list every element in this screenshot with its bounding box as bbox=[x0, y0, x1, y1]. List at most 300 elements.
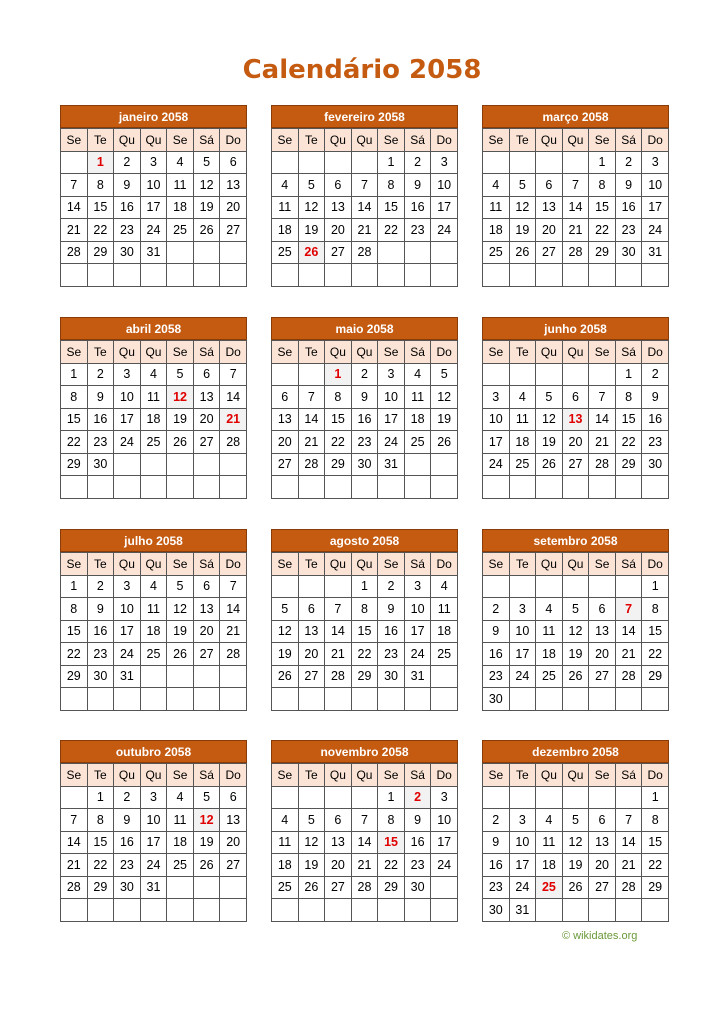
weekday-header-row bbox=[61, 553, 247, 576]
week-row bbox=[272, 876, 458, 899]
empty-cell bbox=[298, 363, 325, 386]
week-row bbox=[61, 831, 247, 854]
day-cell: 6 bbox=[325, 809, 352, 832]
day-cell: 11 bbox=[167, 809, 194, 832]
day-cell: 7 bbox=[615, 598, 642, 621]
day-cell: 20 bbox=[220, 831, 247, 854]
weekday-label: Qu bbox=[562, 129, 589, 152]
day-cell: 2 bbox=[114, 151, 141, 174]
empty-cell bbox=[61, 151, 88, 174]
day-cell: 5 bbox=[167, 575, 194, 598]
weekday-header-row bbox=[483, 553, 669, 576]
day-cell: 3 bbox=[140, 151, 167, 174]
day-cell: 9 bbox=[404, 174, 431, 197]
day-cell: 20 bbox=[562, 431, 589, 454]
weekday-label: Qu bbox=[325, 341, 352, 364]
week-row bbox=[272, 643, 458, 666]
day-cell: 11 bbox=[167, 174, 194, 197]
day-cell: 10 bbox=[509, 620, 536, 643]
day-cell: 22 bbox=[615, 431, 642, 454]
day-cell: 6 bbox=[272, 386, 299, 409]
month-11 bbox=[271, 740, 458, 922]
day-cell: 5 bbox=[298, 809, 325, 832]
empty-cell bbox=[272, 786, 299, 809]
day-cell: 21 bbox=[351, 854, 378, 877]
day-cell: 21 bbox=[589, 431, 616, 454]
weekday-label: Qu bbox=[562, 553, 589, 576]
weekday-header-row bbox=[272, 129, 458, 152]
day-cell: 11 bbox=[272, 196, 299, 219]
empty-cell bbox=[298, 151, 325, 174]
day-cell: 20 bbox=[589, 854, 616, 877]
week-row bbox=[483, 665, 669, 688]
empty-cell bbox=[431, 688, 458, 711]
empty-cell bbox=[351, 688, 378, 711]
week-row bbox=[272, 809, 458, 832]
week-row bbox=[61, 386, 247, 409]
empty-cell bbox=[431, 264, 458, 287]
empty-cell bbox=[167, 688, 194, 711]
weekday-label: Se bbox=[483, 764, 510, 787]
week-row bbox=[483, 476, 669, 499]
weekday-header-row bbox=[61, 341, 247, 364]
day-cell: 24 bbox=[642, 219, 669, 242]
week-row bbox=[272, 386, 458, 409]
weekday-header-row bbox=[272, 553, 458, 576]
empty-cell bbox=[167, 665, 194, 688]
weekday-label: Sá bbox=[193, 341, 220, 364]
empty-cell bbox=[483, 151, 510, 174]
day-cell: 31 bbox=[140, 241, 167, 264]
day-cell: 19 bbox=[509, 219, 536, 242]
day-cell: 5 bbox=[167, 363, 194, 386]
week-row bbox=[272, 196, 458, 219]
empty-cell bbox=[167, 241, 194, 264]
day-cell: 10 bbox=[404, 598, 431, 621]
day-cell: 30 bbox=[483, 899, 510, 922]
empty-cell bbox=[642, 688, 669, 711]
week-row bbox=[483, 408, 669, 431]
day-cell: 31 bbox=[642, 241, 669, 264]
day-cell: 21 bbox=[615, 643, 642, 666]
day-cell: 11 bbox=[272, 831, 299, 854]
day-cell: 9 bbox=[483, 831, 510, 854]
empty-cell bbox=[378, 264, 405, 287]
empty-cell bbox=[431, 241, 458, 264]
weekday-label: Se bbox=[378, 129, 405, 152]
day-cell: 10 bbox=[378, 386, 405, 409]
day-cell: 25 bbox=[272, 876, 299, 899]
weekday-label: Qu bbox=[114, 129, 141, 152]
day-cell: 14 bbox=[615, 831, 642, 854]
day-cell: 19 bbox=[167, 620, 194, 643]
empty-cell bbox=[140, 665, 167, 688]
day-cell: 13 bbox=[272, 408, 299, 431]
day-cell: 14 bbox=[325, 620, 352, 643]
week-row bbox=[272, 665, 458, 688]
empty-cell bbox=[140, 899, 167, 922]
day-cell: 29 bbox=[61, 665, 88, 688]
day-cell: 23 bbox=[114, 219, 141, 242]
empty-cell bbox=[536, 688, 563, 711]
day-cell: 9 bbox=[404, 809, 431, 832]
weekday-label: Se bbox=[378, 341, 405, 364]
month-7 bbox=[60, 529, 247, 711]
day-cell: 9 bbox=[114, 174, 141, 197]
day-cell: 14 bbox=[351, 831, 378, 854]
day-cell: 6 bbox=[298, 598, 325, 621]
month-8 bbox=[271, 529, 458, 711]
day-cell: 18 bbox=[167, 196, 194, 219]
day-cell: 23 bbox=[483, 876, 510, 899]
weekday-label: Te bbox=[509, 341, 536, 364]
day-cell: 9 bbox=[642, 386, 669, 409]
day-cell: 29 bbox=[378, 876, 405, 899]
day-cell: 24 bbox=[140, 854, 167, 877]
empty-cell bbox=[509, 476, 536, 499]
month-title: maio 2058 bbox=[271, 317, 458, 340]
day-cell: 9 bbox=[351, 386, 378, 409]
day-cell: 15 bbox=[642, 620, 669, 643]
day-cell: 4 bbox=[536, 809, 563, 832]
empty-cell bbox=[351, 786, 378, 809]
day-cell: 13 bbox=[193, 386, 220, 409]
day-cell: 14 bbox=[61, 196, 88, 219]
weekday-label: Do bbox=[220, 764, 247, 787]
day-cell: 8 bbox=[642, 809, 669, 832]
day-cell: 3 bbox=[378, 363, 405, 386]
weekday-label: Se bbox=[589, 553, 616, 576]
day-cell: 13 bbox=[536, 196, 563, 219]
day-cell: 14 bbox=[220, 598, 247, 621]
weekday-label: Te bbox=[298, 764, 325, 787]
day-cell: 4 bbox=[272, 809, 299, 832]
empty-cell bbox=[483, 476, 510, 499]
day-cell: 3 bbox=[483, 386, 510, 409]
week-row bbox=[61, 174, 247, 197]
day-cell: 7 bbox=[220, 575, 247, 598]
day-cell: 8 bbox=[378, 174, 405, 197]
week-row bbox=[61, 688, 247, 711]
day-cell: 20 bbox=[589, 643, 616, 666]
day-cell: 16 bbox=[87, 408, 114, 431]
week-row bbox=[61, 476, 247, 499]
day-cell: 17 bbox=[378, 408, 405, 431]
day-cell: 30 bbox=[378, 665, 405, 688]
day-cell: 21 bbox=[220, 620, 247, 643]
day-cell: 1 bbox=[589, 151, 616, 174]
empty-cell bbox=[220, 665, 247, 688]
day-cell: 29 bbox=[642, 876, 669, 899]
day-cell: 8 bbox=[61, 598, 88, 621]
day-cell: 17 bbox=[509, 854, 536, 877]
day-cell: 17 bbox=[140, 831, 167, 854]
day-cell: 10 bbox=[114, 598, 141, 621]
day-cell: 29 bbox=[589, 241, 616, 264]
weekday-label: Se bbox=[483, 553, 510, 576]
day-cell: 19 bbox=[298, 854, 325, 877]
day-cell: 2 bbox=[87, 363, 114, 386]
weekday-label: Se bbox=[272, 764, 299, 787]
weekday-label: Se bbox=[589, 341, 616, 364]
day-cell: 16 bbox=[483, 854, 510, 877]
empty-cell bbox=[272, 363, 299, 386]
day-cell: 22 bbox=[378, 854, 405, 877]
empty-cell bbox=[298, 575, 325, 598]
day-cell: 23 bbox=[404, 854, 431, 877]
day-cell: 19 bbox=[562, 643, 589, 666]
day-cell: 3 bbox=[114, 575, 141, 598]
day-cell: 25 bbox=[536, 876, 563, 899]
empty-cell bbox=[220, 876, 247, 899]
weekday-label: Sá bbox=[404, 764, 431, 787]
week-row bbox=[61, 598, 247, 621]
day-cell: 26 bbox=[431, 431, 458, 454]
empty-cell bbox=[589, 363, 616, 386]
empty-cell bbox=[536, 264, 563, 287]
day-cell: 28 bbox=[325, 665, 352, 688]
day-cell: 17 bbox=[431, 831, 458, 854]
empty-cell bbox=[536, 151, 563, 174]
day-cell: 20 bbox=[272, 431, 299, 454]
day-cell: 1 bbox=[378, 786, 405, 809]
day-cell: 23 bbox=[404, 219, 431, 242]
day-cell: 1 bbox=[61, 575, 88, 598]
day-cell: 31 bbox=[140, 876, 167, 899]
day-cell: 21 bbox=[351, 219, 378, 242]
week-row bbox=[483, 899, 669, 922]
day-cell: 27 bbox=[325, 876, 352, 899]
day-cell: 6 bbox=[220, 786, 247, 809]
day-cell: 28 bbox=[351, 241, 378, 264]
empty-cell bbox=[167, 899, 194, 922]
empty-cell bbox=[140, 453, 167, 476]
week-row bbox=[61, 620, 247, 643]
day-cell: 3 bbox=[509, 598, 536, 621]
day-cell: 22 bbox=[351, 643, 378, 666]
week-row bbox=[272, 174, 458, 197]
weekday-label: Se bbox=[589, 764, 616, 787]
empty-cell bbox=[351, 264, 378, 287]
empty-cell bbox=[404, 688, 431, 711]
day-cell: 24 bbox=[431, 854, 458, 877]
day-cell: 23 bbox=[642, 431, 669, 454]
weekday-label: Sá bbox=[615, 764, 642, 787]
empty-cell bbox=[642, 476, 669, 499]
empty-cell bbox=[167, 453, 194, 476]
day-cell: 14 bbox=[298, 408, 325, 431]
empty-cell bbox=[220, 688, 247, 711]
day-cell: 30 bbox=[615, 241, 642, 264]
week-row bbox=[61, 431, 247, 454]
day-cell: 17 bbox=[642, 196, 669, 219]
day-cell: 15 bbox=[615, 408, 642, 431]
day-cell: 6 bbox=[193, 575, 220, 598]
day-cell: 1 bbox=[61, 363, 88, 386]
day-cell: 21 bbox=[61, 854, 88, 877]
week-row bbox=[483, 876, 669, 899]
week-row bbox=[483, 264, 669, 287]
month-2 bbox=[271, 105, 458, 287]
day-cell: 26 bbox=[298, 876, 325, 899]
week-row bbox=[61, 453, 247, 476]
empty-cell bbox=[562, 264, 589, 287]
day-cell: 13 bbox=[325, 196, 352, 219]
day-cell: 15 bbox=[87, 831, 114, 854]
weekday-label: Qu bbox=[562, 764, 589, 787]
day-cell: 25 bbox=[140, 431, 167, 454]
day-cell: 5 bbox=[298, 174, 325, 197]
week-row bbox=[61, 899, 247, 922]
day-cell: 2 bbox=[378, 575, 405, 598]
empty-cell bbox=[615, 264, 642, 287]
day-cell: 13 bbox=[589, 831, 616, 854]
weekday-label: Do bbox=[220, 129, 247, 152]
weekday-label: Qu bbox=[114, 553, 141, 576]
weekday-label: Do bbox=[431, 764, 458, 787]
week-row bbox=[272, 620, 458, 643]
weekday-label: Qu bbox=[325, 129, 352, 152]
week-row bbox=[272, 241, 458, 264]
day-cell: 3 bbox=[140, 786, 167, 809]
day-cell: 4 bbox=[483, 174, 510, 197]
day-cell: 22 bbox=[642, 854, 669, 877]
month-1 bbox=[60, 105, 247, 287]
day-cell: 27 bbox=[325, 241, 352, 264]
empty-cell bbox=[562, 688, 589, 711]
weekday-label: Qu bbox=[114, 764, 141, 787]
day-cell: 4 bbox=[404, 363, 431, 386]
week-row bbox=[61, 786, 247, 809]
week-row bbox=[61, 408, 247, 431]
day-cell: 25 bbox=[167, 219, 194, 242]
day-cell: 27 bbox=[193, 643, 220, 666]
weekday-label: Se bbox=[61, 129, 88, 152]
empty-cell bbox=[536, 786, 563, 809]
month-title: janeiro 2058 bbox=[60, 105, 247, 128]
weekday-label: Te bbox=[87, 764, 114, 787]
empty-cell bbox=[562, 476, 589, 499]
day-cell: 11 bbox=[536, 831, 563, 854]
month-3 bbox=[482, 105, 669, 287]
empty-cell bbox=[562, 363, 589, 386]
day-cell: 14 bbox=[61, 831, 88, 854]
day-cell: 5 bbox=[272, 598, 299, 621]
day-cell: 17 bbox=[404, 620, 431, 643]
day-cell: 31 bbox=[404, 665, 431, 688]
day-cell: 27 bbox=[298, 665, 325, 688]
day-cell: 18 bbox=[431, 620, 458, 643]
day-cell: 27 bbox=[589, 876, 616, 899]
empty-cell bbox=[562, 575, 589, 598]
day-cell: 27 bbox=[536, 241, 563, 264]
day-cell: 30 bbox=[87, 665, 114, 688]
empty-cell bbox=[589, 899, 616, 922]
empty-cell bbox=[483, 264, 510, 287]
day-cell: 17 bbox=[483, 431, 510, 454]
weekday-label: Sá bbox=[615, 341, 642, 364]
day-cell: 13 bbox=[193, 598, 220, 621]
week-row bbox=[61, 809, 247, 832]
empty-cell bbox=[536, 476, 563, 499]
weekday-label: Se bbox=[61, 764, 88, 787]
week-row bbox=[483, 219, 669, 242]
day-cell: 30 bbox=[483, 688, 510, 711]
empty-cell bbox=[193, 876, 220, 899]
weekday-header-row bbox=[483, 129, 669, 152]
day-cell: 30 bbox=[642, 453, 669, 476]
day-cell: 12 bbox=[272, 620, 299, 643]
day-cell: 7 bbox=[220, 363, 247, 386]
day-cell: 10 bbox=[509, 831, 536, 854]
day-cell: 10 bbox=[431, 174, 458, 197]
weekday-label: Qu bbox=[536, 341, 563, 364]
day-cell: 14 bbox=[589, 408, 616, 431]
weekday-label: Se bbox=[589, 129, 616, 152]
week-row bbox=[483, 363, 669, 386]
day-cell: 8 bbox=[87, 174, 114, 197]
weekday-label: Se bbox=[167, 341, 194, 364]
day-cell: 6 bbox=[562, 386, 589, 409]
day-cell: 25 bbox=[509, 453, 536, 476]
weekday-label: Do bbox=[220, 553, 247, 576]
day-cell: 12 bbox=[509, 196, 536, 219]
weekday-header-row bbox=[61, 129, 247, 152]
day-cell: 9 bbox=[87, 598, 114, 621]
empty-cell bbox=[351, 476, 378, 499]
weekday-label: Do bbox=[431, 341, 458, 364]
weekday-label: Do bbox=[642, 341, 669, 364]
day-cell: 7 bbox=[351, 809, 378, 832]
day-cell: 18 bbox=[140, 620, 167, 643]
day-cell: 15 bbox=[351, 620, 378, 643]
empty-cell bbox=[87, 688, 114, 711]
week-row bbox=[272, 899, 458, 922]
weekday-label: Qu bbox=[562, 341, 589, 364]
day-cell: 7 bbox=[589, 386, 616, 409]
day-cell: 6 bbox=[193, 363, 220, 386]
day-cell: 18 bbox=[536, 854, 563, 877]
day-cell: 20 bbox=[325, 854, 352, 877]
weekday-label: Sá bbox=[404, 553, 431, 576]
weekday-header-row bbox=[483, 341, 669, 364]
day-cell: 10 bbox=[483, 408, 510, 431]
empty-cell bbox=[615, 899, 642, 922]
day-cell: 15 bbox=[642, 831, 669, 854]
empty-cell bbox=[509, 363, 536, 386]
day-cell: 2 bbox=[114, 786, 141, 809]
day-cell: 19 bbox=[536, 431, 563, 454]
week-row bbox=[483, 241, 669, 264]
empty-cell bbox=[272, 476, 299, 499]
day-cell: 10 bbox=[431, 809, 458, 832]
week-row bbox=[61, 264, 247, 287]
day-cell: 13 bbox=[562, 408, 589, 431]
month-9 bbox=[482, 529, 669, 711]
day-cell: 28 bbox=[351, 876, 378, 899]
month-title: julho 2058 bbox=[60, 529, 247, 552]
empty-cell bbox=[325, 575, 352, 598]
day-cell: 20 bbox=[220, 196, 247, 219]
day-cell: 19 bbox=[298, 219, 325, 242]
day-cell: 23 bbox=[378, 643, 405, 666]
day-cell: 24 bbox=[431, 219, 458, 242]
day-cell: 18 bbox=[536, 643, 563, 666]
day-cell: 12 bbox=[562, 620, 589, 643]
day-cell: 28 bbox=[61, 876, 88, 899]
day-cell: 13 bbox=[220, 809, 247, 832]
day-cell: 19 bbox=[193, 831, 220, 854]
